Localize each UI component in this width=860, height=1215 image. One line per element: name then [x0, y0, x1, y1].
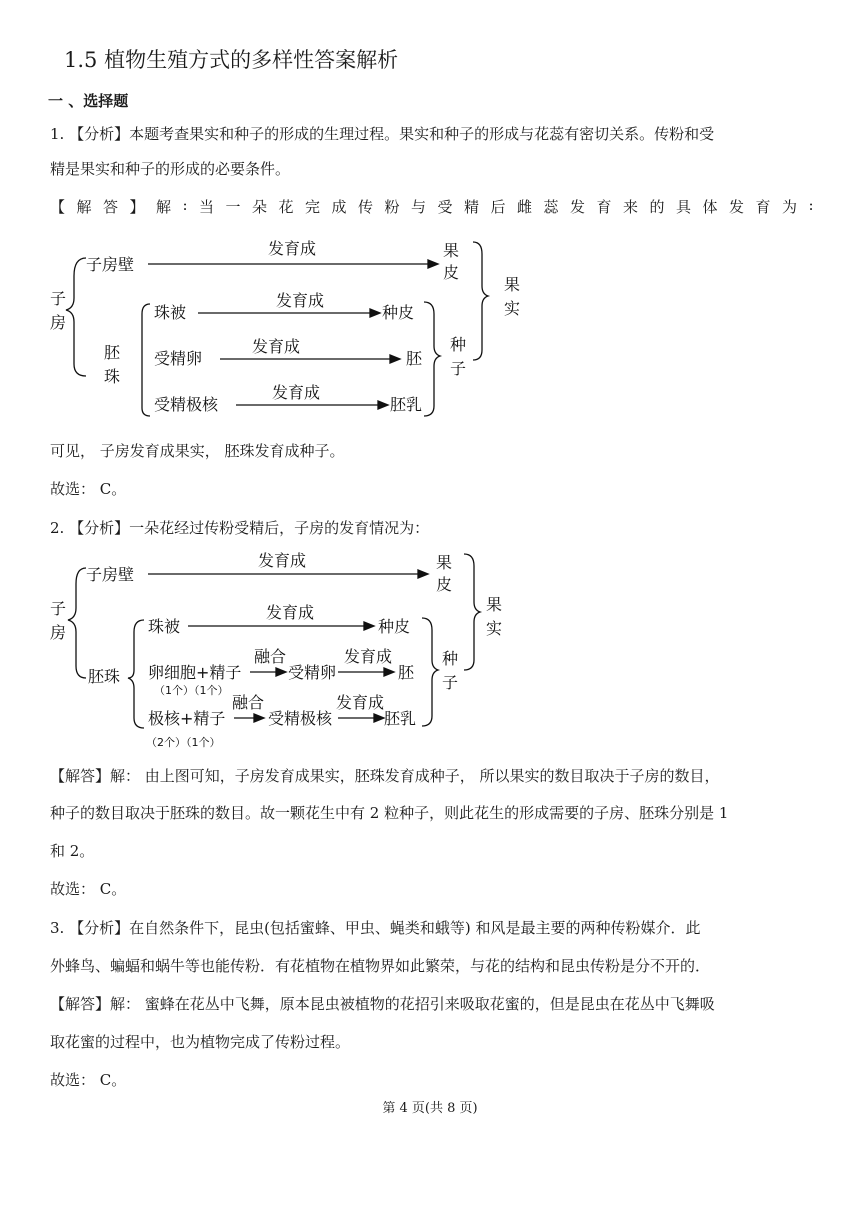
d2-fuse-1: 融合 — [254, 647, 287, 666]
q1-answer-char: 雌 — [517, 198, 533, 216]
d2-ovary-b: 房 — [50, 623, 67, 642]
q1-answer-char: 完 — [305, 198, 321, 216]
q1-answer-char: 答 — [103, 198, 119, 216]
q3-answer-line2: 取花蜜的过程中，也为植物完成了传粉过程。 — [50, 1033, 351, 1051]
d2-fruit-brace — [464, 554, 480, 670]
d1-ovule-a: 胚 — [104, 343, 121, 362]
d1-develops-3: 发育成 — [252, 337, 301, 356]
d1-pericarp-b: 皮 — [443, 263, 460, 282]
d1-ovule-b: 珠 — [104, 367, 121, 386]
d1-embryo: 胚 — [406, 349, 423, 368]
page-footer: 第 4 页(共 8 页) — [382, 1101, 478, 1116]
d1-develops-2: 发育成 — [276, 291, 325, 310]
d1-seed-brace — [424, 302, 440, 416]
d2-main-brace — [68, 568, 86, 678]
q1-answer-char: 当 — [199, 198, 215, 216]
q1-conclusion: 可见， 子房发育成果实， 胚珠发育成种子。 — [50, 442, 345, 460]
q2-choice: 故选： C。 — [50, 880, 127, 898]
d1-fertilized-polar: 受精极核 — [154, 395, 219, 414]
d2-egg-sperm: 卵细胞+精子 — [148, 663, 242, 682]
d1-develops-4: 发育成 — [272, 383, 321, 402]
d1-endosperm: 胚乳 — [390, 395, 423, 414]
q1-answer-char: 受 — [437, 198, 453, 216]
d2-count-1: （1个）（1个） — [154, 684, 229, 697]
d2-ovary-a: 子 — [50, 599, 67, 618]
d2-embryo: 胚 — [398, 663, 415, 682]
d2-polar-sperm: 极核+精子 — [148, 709, 226, 728]
d2-develops-1: 发育成 — [258, 551, 307, 570]
d1-pericarp-a: 果 — [443, 241, 460, 260]
q2-answer-line2: 种子的数目取决于胚珠的数目。故一颗花生中有 2 粒种子，则此花生的形成需要的子房、胚珠分别是 1 — [50, 804, 729, 822]
q3-analysis-line2: 外蜂鸟、蝙蝠和蜗牛等也能传粉．有花植物在植物界如此繁荣，与花的结构和昆虫传粉是分不开的． — [50, 957, 711, 975]
q1-answer-char: : — [808, 196, 814, 214]
page-title: 1.5 植物生殖方式的多样性答案解析 — [64, 48, 399, 72]
d2-ovule-brace — [128, 620, 144, 728]
d2-fertilized-egg: 受精卵 — [288, 663, 337, 682]
q1-analysis-line1: 1. 【分析】本题考查果实和种子的形成的生理过程。果实和种子的形成与花蕊有密切关系。传粉和受 — [50, 125, 715, 143]
d1-ovary-wall: 子房壁 — [86, 255, 135, 274]
d2-endosperm: 胚乳 — [384, 709, 417, 728]
d2-ovule: 胚珠 — [88, 667, 121, 686]
d1-main-brace — [66, 258, 86, 376]
q1-choice: 故选： C。 — [50, 480, 127, 498]
q1-answer-char: 体 — [702, 198, 718, 216]
q1-answer-char: 一 — [225, 198, 241, 216]
q1-answer-char: 精 — [464, 198, 480, 216]
d2-develops-2: 发育成 — [266, 603, 315, 622]
q1-answer-char: 发 — [570, 198, 586, 216]
d2-integument: 珠被 — [148, 617, 181, 636]
q1-analysis-line2: 精是果实和种子的形成的必要条件。 — [50, 160, 291, 178]
d2-seed-a: 种 — [442, 649, 459, 668]
d1-develops-1: 发育成 — [268, 239, 317, 258]
q1-answer-char: 传 — [358, 198, 374, 216]
q1-answer-char: 朵 — [252, 198, 268, 216]
d1-seed-a: 种 — [450, 335, 467, 354]
d2-pericarp-a: 果 — [436, 553, 453, 572]
q1-answer-char: : — [182, 196, 188, 214]
q2-answer-line3: 和 2。 — [50, 842, 95, 860]
d2-develops-4: 发育成 — [336, 693, 385, 712]
q1-answer-char: 后 — [490, 198, 506, 216]
d2-ovary-wall: 子房壁 — [86, 565, 135, 584]
d1-integument: 珠被 — [154, 303, 187, 322]
d2-seed-b: 子 — [442, 673, 459, 692]
d2-fertilized-polar: 受精极核 — [268, 709, 333, 728]
q3-analysis-line1: 3. 【分析】在自然条件下，昆虫(包括蜜蜂、甲虫、蝇类和蛾等) 和风是最主要的两种传粉媒介．此 — [50, 919, 701, 937]
d1-fruit-a: 果 — [504, 275, 521, 294]
d1-fertilized-egg: 受精卵 — [154, 349, 203, 368]
d2-fuse-2: 融合 — [232, 693, 265, 712]
diagram-1 — [46, 236, 526, 424]
d1-seed-coat: 种皮 — [382, 303, 415, 322]
q1-answer-char: 育 — [596, 198, 612, 216]
q1-answer-char: 为 — [782, 198, 798, 216]
q1-answer-char: 粉 — [384, 198, 400, 216]
d2-fruit-b: 实 — [486, 619, 503, 638]
d2-seed-coat: 种皮 — [378, 617, 411, 636]
d1-ovule-brace — [142, 304, 150, 416]
q1-answer-char: 【 — [50, 198, 66, 216]
diagram-2 — [46, 548, 516, 752]
q1-answer-char: 育 — [755, 198, 771, 216]
q1-answer-char: 来 — [623, 198, 639, 216]
d2-fruit-a: 果 — [486, 595, 503, 614]
d1-ovary-label-a: 子 — [50, 289, 67, 308]
section-heading: 一 、选择题 — [48, 92, 129, 110]
q1-answer-char: 花 — [278, 198, 294, 216]
q1-answer-char: 发 — [729, 198, 745, 216]
q1-answer-char: 具 — [676, 198, 692, 216]
d2-count-2: （2个）（1个） — [146, 736, 221, 749]
d1-ovary-label-b: 房 — [50, 313, 67, 332]
d1-fruit-b: 实 — [504, 299, 521, 318]
d1-seed-b: 子 — [450, 359, 467, 378]
q1-answer-char: 的 — [649, 198, 665, 216]
q1-answer-char: 解 — [156, 198, 172, 216]
q1-answer-char: 解 — [76, 198, 92, 216]
q1-answer-line — [50, 196, 814, 217]
d2-seed-brace — [422, 618, 438, 726]
q1-answer-char: 成 — [331, 198, 347, 216]
q1-answer-char: 与 — [411, 198, 427, 216]
q2-analysis: 2. 【分析】一朵花经过传粉受精后，子房的发育情况为： — [50, 519, 430, 537]
q3-choice: 故选： C。 — [50, 1071, 127, 1089]
q1-answer-char: 蕊 — [543, 198, 559, 216]
d2-develops-3: 发育成 — [344, 647, 393, 666]
q3-answer-line1: 【解答】解： 蜜蜂在花丛中飞舞，原本昆虫被植物的花招引来吸取花蜜的，但是昆虫在花丛中飞舞吸 — [50, 995, 715, 1013]
q2-answer-line1: 【解答】解： 由上图可知，子房发育成果实，胚珠发育成种子， 所以果实的数目取决于子房的数目， — [50, 767, 720, 785]
d2-pericarp-b: 皮 — [436, 575, 453, 594]
d1-fruit-brace — [473, 242, 488, 360]
q1-answer-char: 】 — [129, 198, 145, 216]
